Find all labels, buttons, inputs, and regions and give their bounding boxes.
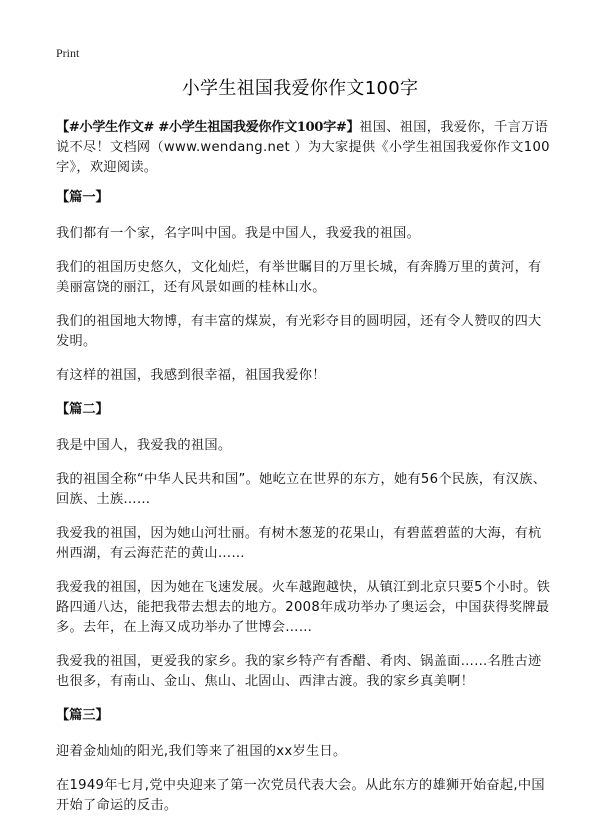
section-2-paragraph: 我爱我的祖国，因为她山河壮丽。有树木葱茏的花果山，有碧蓝碧蓝的大海，有杭州西湖，有云海茫茫的黄山……: [56, 526, 542, 561]
print-label: Print: [56, 46, 80, 60]
section-1-paragraph: 我们的祖国历史悠久，文化灿烂，有举世瞩目的万里长城，有奔腾万里的黄河，有美丽富饶的丽江，还有风景如画的桂林山水。: [56, 260, 542, 295]
section-2-paragraph: 我的祖国全称“中华人民共和国”。她屹立在世界的东方，她有56个民族，有汉族、回族、土族……: [56, 472, 547, 507]
section-2-paragraph: 我爱我的祖国，更爱我的家乡。我的家乡特产有香醋、肴肉、锅盖面……名胜古迹也很多，有南山、金山、焦山、北固山、西津古渡。我的家乡真美啊！: [56, 654, 542, 689]
section-heading-1: 【篇一】: [56, 190, 109, 205]
document-title: 小学生祖国我爱你作文100字: [181, 78, 419, 99]
document-body: [56, 118, 554, 830]
section-heading-3: 【篇三】: [56, 708, 109, 723]
section-1-paragraph: 我们都有一个家，名字叫中国。我是中国人，我爱我的祖国。: [56, 226, 421, 241]
section-2-paragraph: 我爱我的祖国，因为她在飞速发展。火车越跑越快，从镇江到北京只要5个小时。铁路四通八达，能把我带去想去的地方。2008年成功举办了奥运会，中国获得奖牌最多。去年，在上海又成功举办了世博会……: [56, 580, 551, 635]
section-1-paragraph: 有这样的祖国，我感到很幸福，祖国我爱你！: [56, 368, 326, 383]
intro-paragraph: [56, 118, 554, 178]
intro-text: 祖国、祖国，我爱你，千言万语说不尽！文档网（www.wendang.net ）为大家提供《小学生祖国我爱你作文100字》，欢迎阅读。: [56, 120, 550, 175]
section-heading-2: 【篇二】: [56, 402, 109, 417]
section-3-paragraph: 在1949年七月,党中央迎来了第一次党员代表大会。从此东方的雄狮开始奋起,中国开始了命运的反击。: [56, 778, 545, 813]
section-1-paragraph: 我们的祖国地大物博，有丰富的煤炭，有光彩夺目的圆明园，还有令人赞叹的四大发明。: [56, 314, 542, 349]
intro-lead-tags: 【#小学生作文# #小学生祖国我爱你作文100字#】: [56, 120, 360, 135]
section-2-paragraph: 我是中国人，我爱我的祖国。: [56, 438, 232, 453]
section-3-paragraph: 迎着金灿灿的阳光,我们等来了祖国的xx岁生日。: [56, 744, 347, 759]
